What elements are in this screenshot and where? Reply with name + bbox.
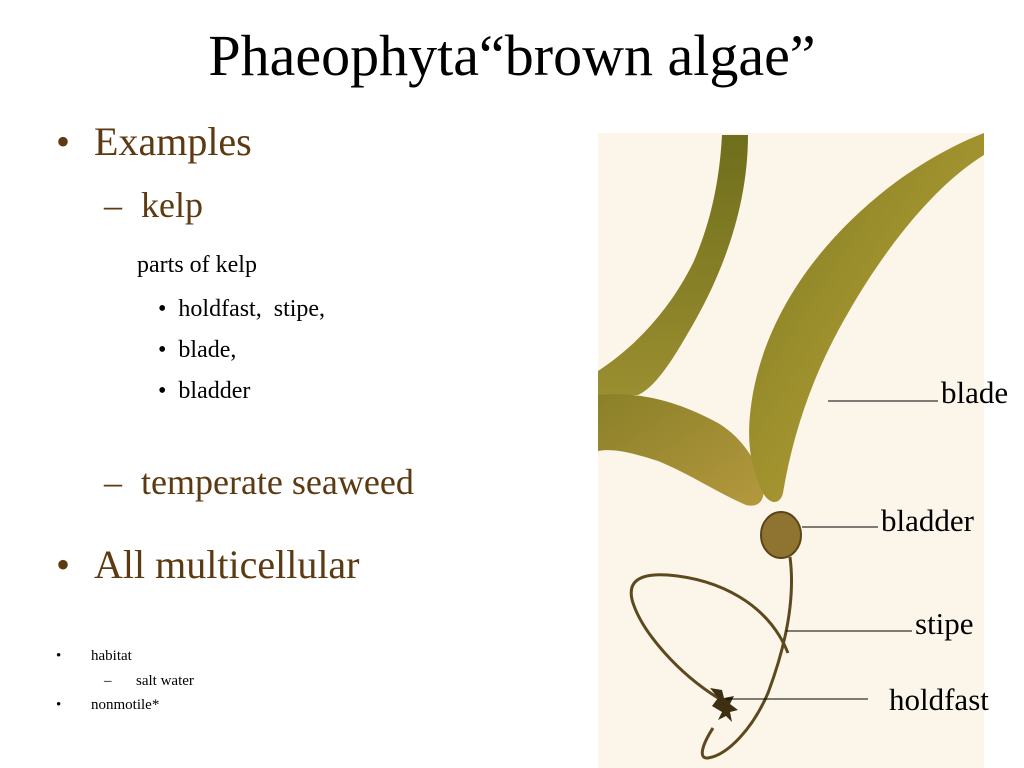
note-salt-water <box>104 673 194 690</box>
bullet-multicellular <box>56 541 360 588</box>
bullet-marker: • <box>158 337 167 363</box>
bullet-marker: • <box>56 542 71 587</box>
note-salt-water-text: salt water <box>136 673 194 689</box>
bullet-marker: • <box>158 296 167 322</box>
label-stipe: stipe <box>915 606 974 641</box>
kelp-illustration <box>598 133 984 768</box>
note-nonmotile <box>56 697 160 714</box>
dash-marker: – <box>104 462 122 502</box>
bullet-marker: • <box>56 648 62 664</box>
bullet-examples-text: Examples <box>94 119 252 164</box>
part-item-text: holdfast, stipe, <box>178 296 326 322</box>
part-item <box>158 378 250 405</box>
note-habitat <box>56 648 132 665</box>
bullet-marker: • <box>158 378 167 404</box>
label-holdfast: holdfast <box>889 682 989 717</box>
note-habitat-text: habitat <box>91 648 132 664</box>
bullet-marker: • <box>56 119 71 164</box>
bullet-multicellular-text: All multicellular <box>94 542 360 587</box>
part-item <box>158 337 236 364</box>
sub-bullet-temperate-text: temperate seaweed <box>141 462 414 502</box>
bullet-marker: • <box>56 697 62 713</box>
sub-bullet-temperate <box>104 461 414 503</box>
part-item <box>158 296 325 323</box>
parts-heading: parts of kelp <box>137 252 257 278</box>
dash-marker: – <box>104 673 112 689</box>
sub-bullet-kelp-text: kelp <box>141 185 203 225</box>
part-item-text: blade, <box>178 337 237 363</box>
bladder <box>761 512 801 558</box>
note-nonmotile-text: nonmotile* <box>91 697 160 713</box>
part-item-text: bladder <box>178 378 251 404</box>
label-bladder: bladder <box>881 503 974 538</box>
label-blade: blade <box>941 375 1009 410</box>
bullet-examples <box>56 118 252 165</box>
dash-marker: – <box>104 185 122 225</box>
slide-title: Phaeophyta“brown algae” <box>208 23 816 88</box>
sub-bullet-kelp <box>104 184 203 226</box>
